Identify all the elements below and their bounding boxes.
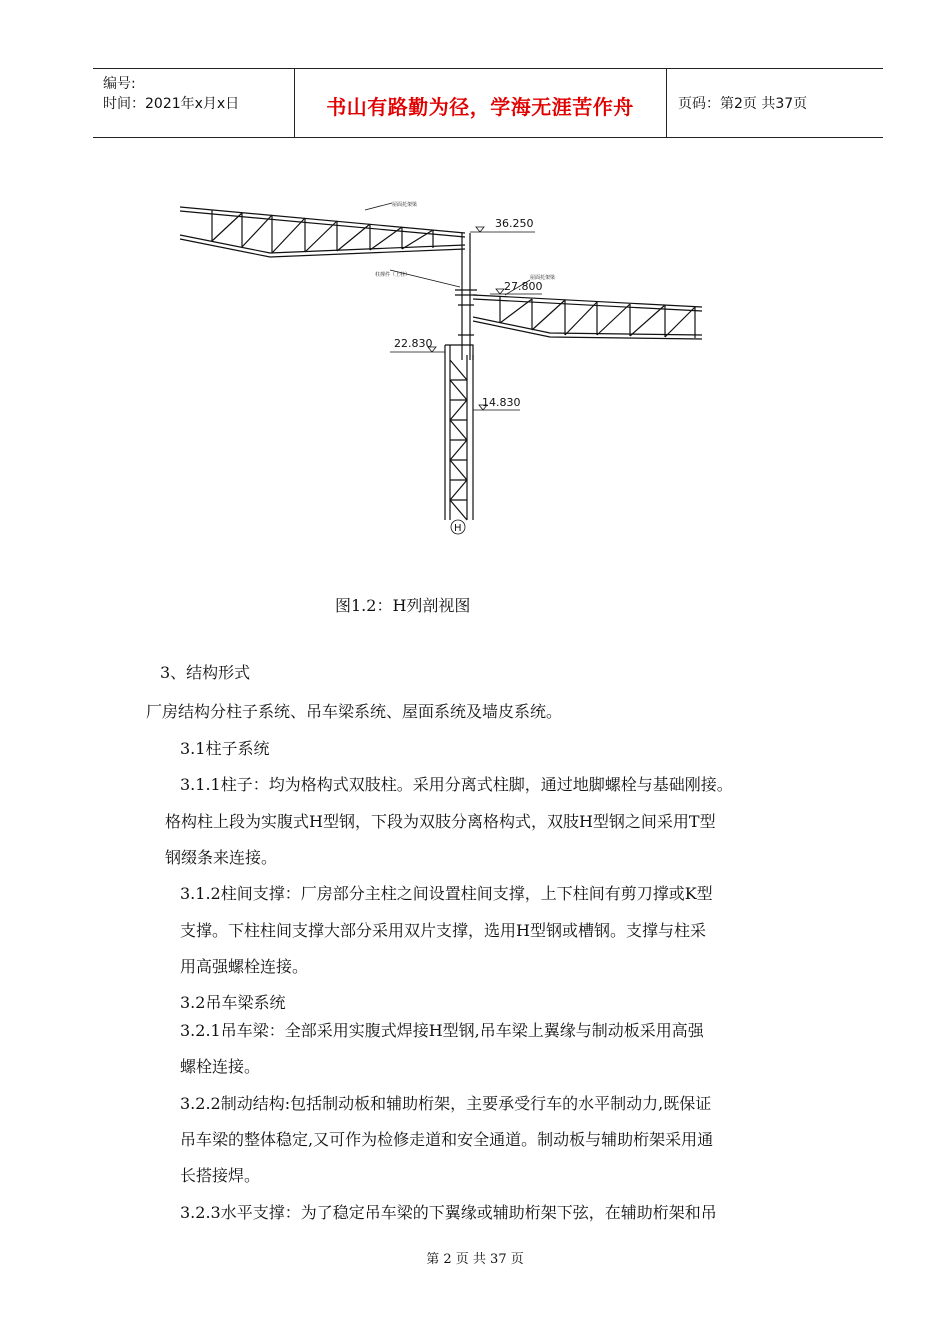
- paragraph-line: 格构柱上段为实腹式H型钢，下段为双肢分离格构式，双肢H型钢之间采用T型: [165, 812, 716, 831]
- header-motto-cell: [294, 69, 667, 137]
- paragraph-line: 长搭接焊。: [180, 1166, 261, 1185]
- paragraph-line: 吊车梁的整体稳定,又可作为检修走道和安全通道。制动板与辅助桁架采用通: [180, 1130, 714, 1149]
- paragraph-line: 钢缀条来连接。: [165, 848, 278, 867]
- paragraph-line: 3.2.3水平支撑：为了稳定吊车梁的下翼缘或辅助桁架下弦，在辅助桁架和吊: [180, 1203, 717, 1222]
- figure-caption: 图1.2：H列剖视图: [335, 596, 471, 615]
- paragraph-line: 厂房结构分柱子系统、吊车梁系统、屋面系统及墙皮系统。: [146, 702, 563, 721]
- header-page-cell: [666, 69, 883, 137]
- time-label: 时间：2021年x月x日: [103, 96, 240, 112]
- note-right-label: 屋面托架梁: [530, 275, 556, 281]
- page-header: [93, 68, 883, 138]
- elevation-top-label: 36.250: [495, 217, 534, 230]
- section-heading: 3、结构形式: [160, 663, 251, 682]
- header-meta-cell: [93, 69, 295, 137]
- subsection-heading: 3.1柱子系统: [180, 739, 270, 758]
- axis-label: H: [454, 523, 462, 534]
- elevation-bottom-label: 14.830: [482, 396, 521, 409]
- subsection-heading: 3.2吊车梁系统: [180, 993, 286, 1012]
- paragraph-line: 3.2.2制动结构:包括制动板和辅助桁架，主要承受行车的水平制动力,既保证: [180, 1094, 712, 1113]
- number-label: 编号:: [103, 76, 136, 92]
- paragraph-line: 螺栓连接。: [180, 1057, 261, 1076]
- column: [445, 233, 477, 520]
- page-footer: 第 2 页 共 37 页: [426, 1252, 524, 1267]
- upper-truss: [180, 207, 465, 257]
- elevation-marks: [365, 203, 542, 534]
- paragraph-line: 用高强螺栓连接。: [180, 957, 309, 976]
- paragraph-line: 3.1.2柱间支撑：厂房部分主柱之间设置柱间支撑，上下柱间有剪刀撑或K型: [180, 884, 713, 903]
- note-column-label: 柱撑件（上柱）: [375, 272, 411, 278]
- section-drawing: [170, 195, 720, 540]
- page-label: 页码：第2页 共37页: [678, 96, 808, 112]
- motto: 书山有路勤为径，学海无涯苦作舟: [326, 95, 634, 119]
- paragraph-line: 支撑。下柱柱间支撑大部分采用双片支撑，选用H型钢或槽钢。支撑与柱采: [180, 921, 706, 940]
- elevation-mid-label: 27.800: [504, 280, 543, 293]
- paragraph-line: 3.1.1柱子：均为格构式双肢柱。采用分离式柱脚，通过地脚螺栓与基础刚接。: [180, 775, 733, 794]
- lower-truss: [473, 295, 702, 339]
- note-left-label: 屋面托架梁: [392, 202, 418, 208]
- elevation-low-label: 22.830: [394, 337, 433, 350]
- drawing-labels: [375, 201, 556, 534]
- paragraph-line: 3.2.1吊车梁：全部采用实腹式焊接H型钢,吊车梁上翼缘与制动板采用高强: [180, 1021, 704, 1040]
